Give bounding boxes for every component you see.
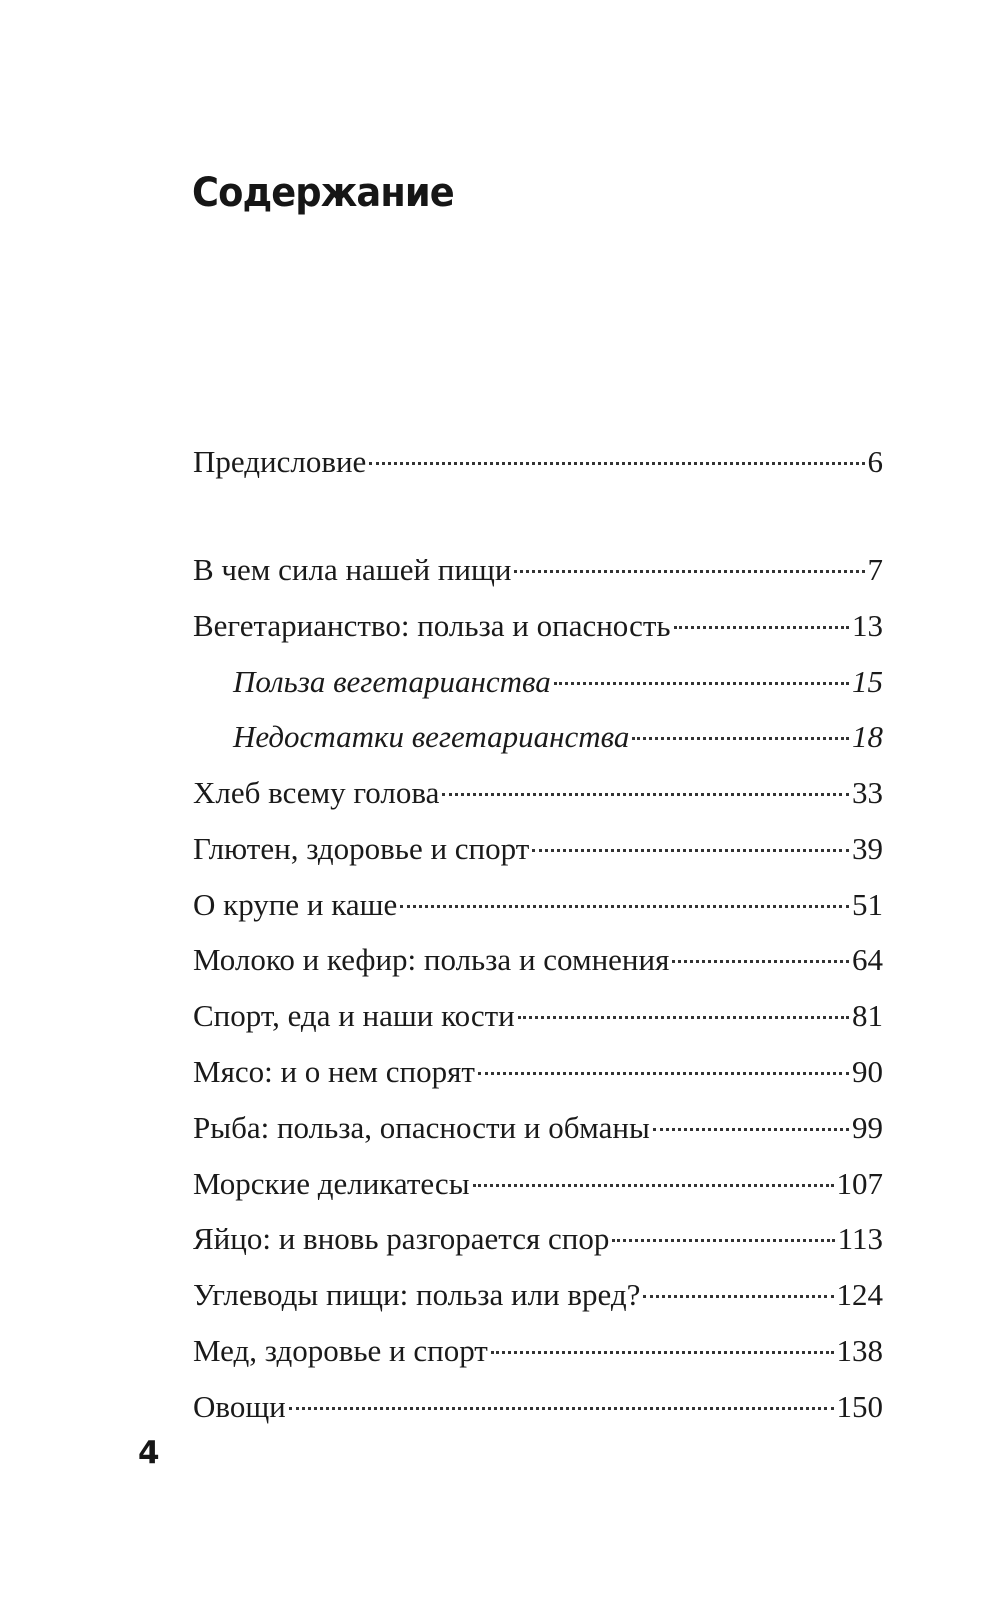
dot-leader [674,626,849,629]
dot-leader [653,1128,849,1131]
toc-entry-title: Морские деликатесы [193,1166,470,1201]
toc-entry [193,1164,883,1204]
dot-leader [478,1072,849,1075]
toc-entry [193,442,883,482]
toc-entry-page: 18 [852,719,883,754]
toc-entry-title: Глютен, здоровье и спорт [193,831,530,866]
toc-entry [193,940,883,980]
dot-leader [643,1295,833,1298]
toc-entry-page: 81 [852,998,883,1033]
dot-leader [369,462,864,465]
toc-entry [193,1108,883,1148]
toc-entry [193,1331,883,1371]
dot-leader [400,905,849,908]
toc-subentry [233,717,883,757]
dot-leader [289,1407,834,1410]
toc-entry-title: Недостатки вегетарианства [233,719,630,754]
toc-entry-page: 13 [852,608,883,643]
toc-subentry [233,662,883,702]
toc-entry-page: 33 [852,775,883,810]
toc-entry [193,550,883,590]
toc-entry-page: 7 [867,552,883,587]
toc-entry-page: 113 [837,1221,883,1256]
toc-entry-page: 6 [867,444,883,479]
toc-entry-page: 90 [852,1054,883,1089]
toc-entry-page: 150 [836,1389,883,1424]
toc-entry-title: Овощи [193,1389,286,1424]
toc-entry-title: Спорт, еда и наши кости [193,998,515,1033]
toc-entry [193,885,883,925]
toc-entry [193,1275,883,1315]
dot-leader [612,1239,834,1242]
dot-leader [554,682,849,685]
dot-leader [442,793,849,796]
toc-entry-page: 51 [852,887,883,922]
toc-entry-title: Польза вегетарианства [233,664,551,699]
toc-entry-page: 138 [836,1333,883,1368]
toc-entry-page: 124 [836,1277,883,1312]
dot-leader [518,1016,849,1019]
dot-leader [532,849,849,852]
toc-entry-title: Яйцо: и вновь разгорается спор [193,1221,610,1256]
dot-leader [672,960,849,963]
toc-entry-page: 64 [852,942,883,977]
page-title: Содержание [192,170,454,216]
toc-entry-title: Молоко и кефир: польза и сомнения [193,942,670,977]
toc-entry-title: Мед, здоровье и спорт [193,1333,488,1368]
dot-leader [491,1351,834,1354]
toc-entry [193,773,883,813]
toc-entry [193,606,883,646]
toc-entry-title: О крупе и каше [193,887,398,922]
toc-entry-title: Углеводы пищи: польза или вред? [193,1277,641,1312]
page-number: 4 [138,1435,160,1471]
toc-entry-page: 99 [852,1110,883,1145]
toc-entry-title: Предисловие [193,444,367,479]
toc-entry-title: Рыба: польза, опасности и обманы [193,1110,650,1145]
toc-entry-title: В чем сила нашей пищи [193,552,512,587]
toc-entry [193,1387,883,1427]
toc-entry-page: 107 [836,1166,883,1201]
dot-leader [632,737,849,740]
toc-entry [193,996,883,1036]
dot-leader [473,1184,834,1187]
toc-entry-title: Хлеб всему голова [193,775,440,810]
toc-entry [193,1052,883,1092]
toc-entry-page: 39 [852,831,883,866]
toc-entry-title: Вегетарианство: польза и опасность [193,608,671,643]
toc-entry [193,829,883,869]
toc-entry-title: Мясо: и о нем спорят [193,1054,475,1089]
toc-entry [193,1219,883,1259]
dot-leader [514,570,864,573]
toc-entry-page: 15 [852,664,883,699]
